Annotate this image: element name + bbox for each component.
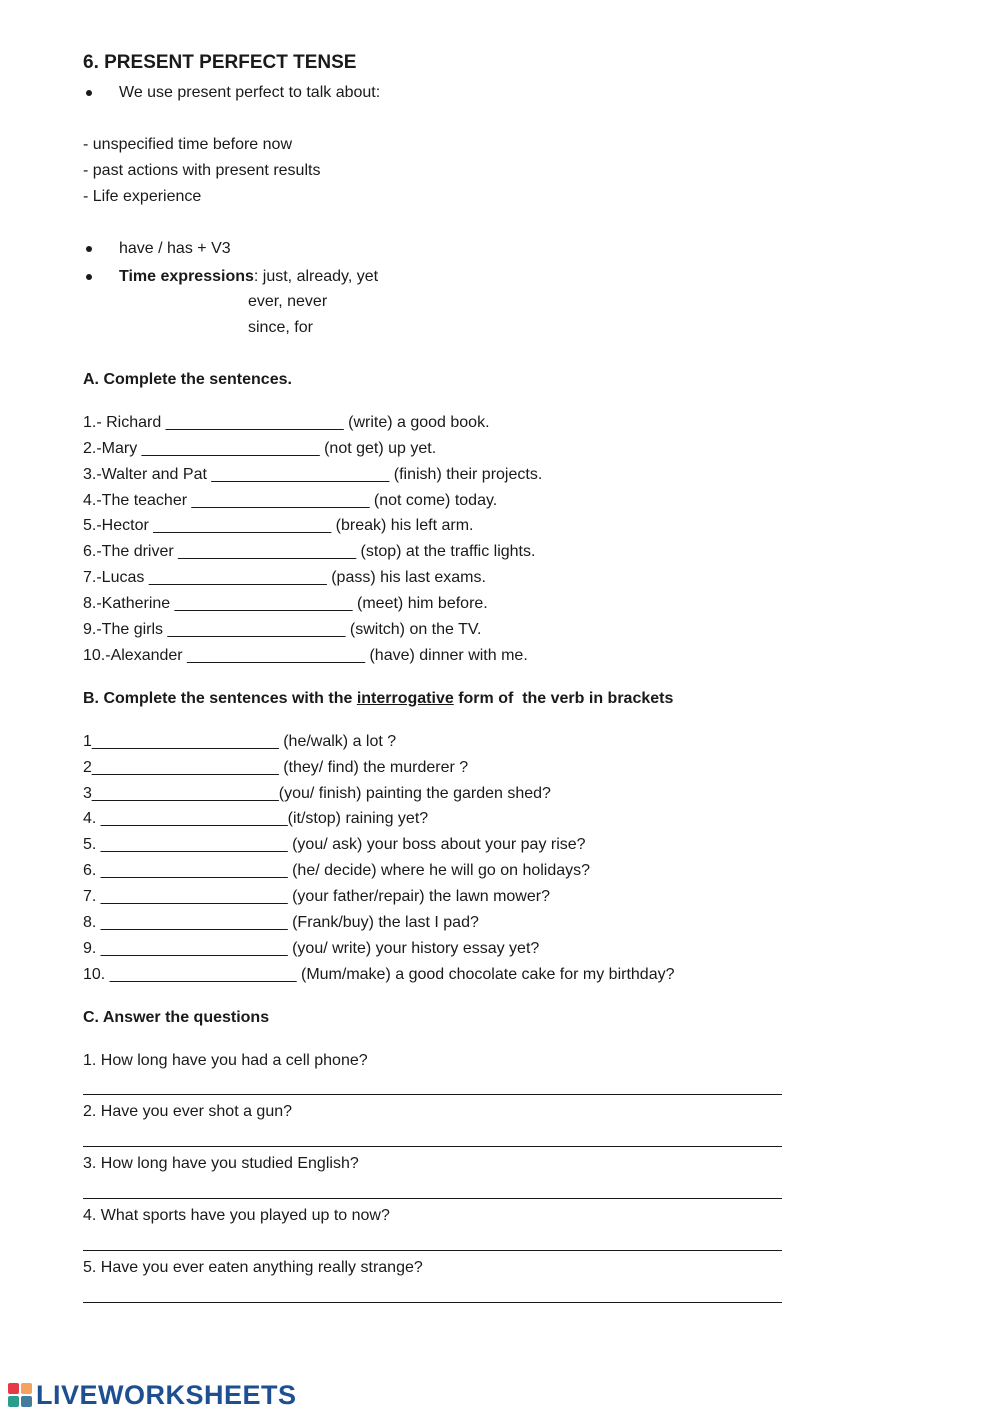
logo-block (21, 1383, 32, 1394)
question-item: 1. How long have you had a cell phone? (83, 1052, 368, 1069)
exercise-a-item: 10.-Alexander ____________________ (have) dinner with me. (83, 647, 528, 664)
question-item: 5. Have you ever eaten anything really strange? (83, 1259, 423, 1276)
answer-line (83, 1094, 782, 1095)
exercise-b-item: 6. _____________________ (he/ decide) where he will go on holidays? (83, 862, 591, 879)
page-title: 6. PRESENT PERFECT TENSE (83, 52, 357, 73)
exercise-a-item: 8.-Katherine ____________________ (meet) him before. (83, 595, 488, 612)
section-b-heading (83, 689, 673, 709)
section-b-heading-post: form of the verb in brackets (453, 690, 674, 707)
section-b-heading-underlined: interrogative (356, 690, 454, 707)
exercise-b-item: 7. _____________________ (your father/repair) the lawn mower? (83, 888, 550, 905)
answer-line (83, 1250, 782, 1251)
logo-block (8, 1396, 19, 1407)
time-expressions-first: : just, already, yet (253, 268, 379, 285)
exercise-b-item: 2_____________________ (they/ find) the murderer ? (83, 759, 469, 776)
exercise-a-item: 6.-The driver ____________________ (stop) at the traffic lights. (83, 543, 536, 560)
exercise-a-item: 3.-Walter and Pat ____________________ (finish) their projects. (83, 466, 543, 483)
form-rule: have / has + V3 (119, 240, 231, 257)
exercise-a-item: 9.-The girls ____________________ (switch) on the TV. (83, 621, 482, 638)
section-c-heading: C. Answer the questions (83, 1009, 270, 1026)
question-item: 4. What sports have you played up to now? (83, 1207, 390, 1224)
exercise-b-item: 5. _____________________ (you/ ask) your boss about your pay rise? (83, 836, 586, 853)
exercise-a-item: 7.-Lucas ____________________ (pass) his last exams. (83, 569, 486, 586)
section-b-heading-pre: B. Complete the sentences with the (83, 690, 357, 707)
bullet-icon (86, 90, 92, 96)
logo-block (8, 1383, 19, 1394)
time-expressions-more: since, for (248, 319, 313, 336)
logo-blocks-icon (8, 1383, 32, 1407)
liveworksheets-logo (8, 1380, 297, 1410)
answer-line (83, 1146, 782, 1147)
exercise-b-item: 1_____________________ (he/walk) a lot ? (83, 733, 397, 750)
intro-bullet: We use present perfect to talk about: (119, 84, 381, 101)
time-expressions-label: Time expressions (119, 268, 254, 285)
logo-text: LIVEWORKSHEETS (36, 1379, 297, 1410)
use-item: - Life experience (83, 188, 202, 205)
question-item: 2. Have you ever shot a gun? (83, 1103, 293, 1120)
use-item: - unspecified time before now (83, 136, 292, 153)
exercise-a-item: 4.-The teacher ____________________ (not come) today. (83, 492, 498, 509)
time-expressions (119, 267, 378, 287)
time-expressions-more: ever, never (248, 293, 328, 310)
logo-block (21, 1396, 32, 1407)
answer-line (83, 1302, 782, 1303)
section-a-heading: A. Complete the sentences. (83, 371, 292, 388)
bullet-icon (86, 246, 92, 252)
exercise-b-item: 9. _____________________ (you/ write) your history essay yet? (83, 940, 540, 957)
use-item: - past actions with present results (83, 162, 321, 179)
answer-line (83, 1198, 782, 1199)
question-item: 3. How long have you studied English? (83, 1155, 359, 1172)
exercise-b-item: 4. _____________________(it/stop) raining yet? (83, 810, 429, 827)
bullet-icon (86, 274, 92, 280)
exercise-a-item: 2.-Mary ____________________ (not get) up yet. (83, 440, 437, 457)
exercise-a-item: 1.- Richard ____________________ (write) a good book. (83, 414, 490, 431)
exercise-b-item: 3_____________________(you/ finish) painting the garden shed? (83, 785, 551, 802)
exercise-b-item: 8. _____________________ (Frank/buy) the last I pad? (83, 914, 479, 931)
exercise-b-item: 10. _____________________ (Mum/make) a good chocolate cake for my birthday? (83, 966, 675, 983)
exercise-a-item: 5.-Hector ____________________ (break) his left arm. (83, 517, 474, 534)
